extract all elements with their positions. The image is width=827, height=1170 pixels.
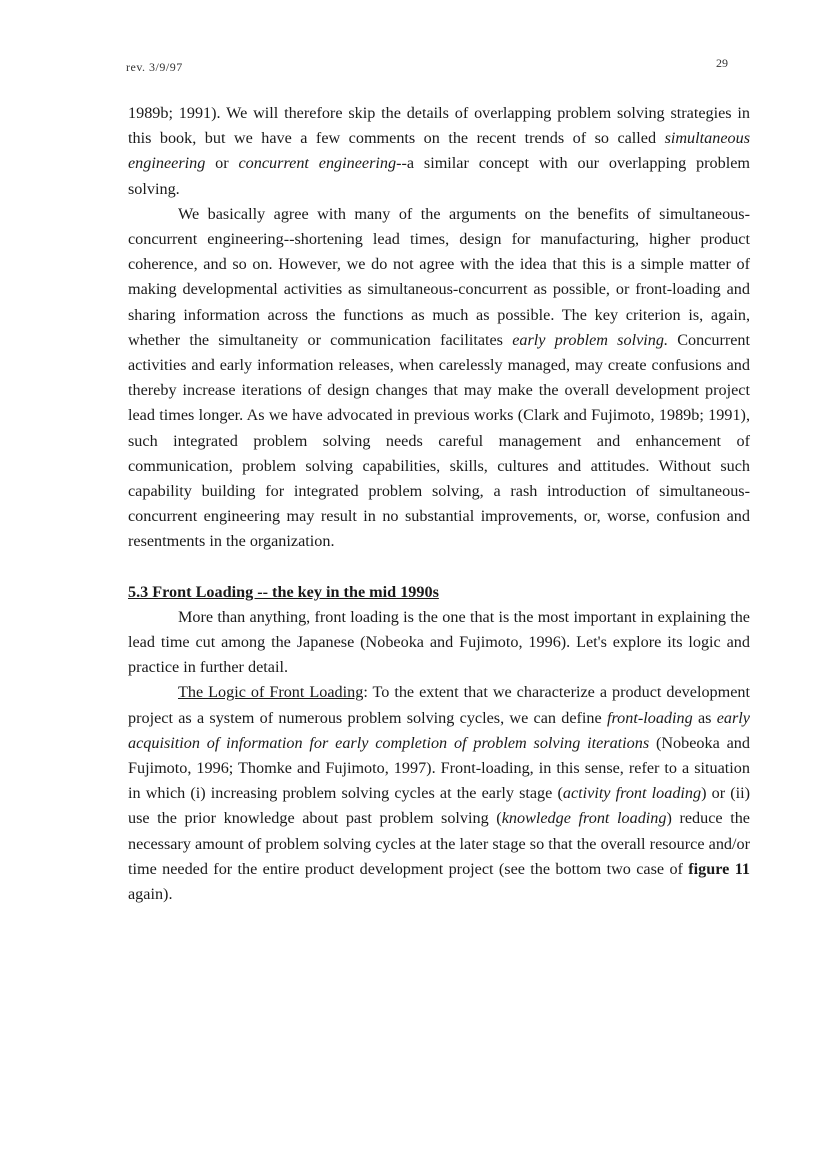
text-run: 1989b; 1991). We will therefore skip the details of overlapping problem solving strategies in this book, but we have a few comments on the recent trends of so called bbox=[128, 104, 750, 148]
text-run: : To the extent that we characterize a product development project as a system of numerous problem solving cycles, we can define bbox=[128, 683, 751, 727]
text-run: ) reduce the necessary amount of problem solving cycles at the later stage so that the overall resource and/or time needed for the entire product development project (see the bottom two case of bbox=[128, 809, 750, 878]
figure-reference: figure 11 bbox=[688, 859, 750, 878]
revision-date: rev. 3/9/97 bbox=[126, 60, 183, 74]
text-run: as bbox=[692, 708, 717, 727]
text-run: ) or (ii) use the prior knowledge about past problem solving ( bbox=[128, 784, 750, 828]
text-run: Concurrent activities and early information releases, when carelessly managed, may create confusions and thereby increase iterations of design changes that may make the overall development project lead times longer. As we have advocated in previous works (Clark and Fujimoto, 1989b; 1991), such integrated problem solving needs careful management and enhancement of communication, problem solving capabilities, skills, cultures and attitudes. Without such capability building for integrated problem solving, a rash introduction of simultaneous-concurrent engineering may result in no substantial improvements, or, worse, confusion and resentments in the organization. bbox=[128, 330, 751, 551]
section-heading: 5.3 Front Loading -- the key in the mid 1990s bbox=[128, 582, 439, 601]
text-run: or bbox=[205, 154, 239, 173]
text-run: We basically agree with many of the arguments on the benefits of simultaneous-concurrent engineering--shortening lead times, design for manufacturing, higher product coherence, and so on. However, we do not agree with the idea that this is a simple matter of making developmental activities as simultaneous-concurrent as possible, or front-loading and sharing information across the functions as much as possible. The key criterion is, again, whether the simultaneity or communication facilitates bbox=[128, 204, 750, 349]
text-run: --a similar concept with our overlapping problem solving. bbox=[128, 154, 751, 198]
emphasis: early acquisition of information for early completion of problem solving iterations bbox=[128, 708, 750, 752]
text-run: (Nobeoka and Fujimoto, 1996; Thomke and Fujimoto, 1997). Front-loading, in this sense, refer to a situation in which (i) increasing problem solving cycles at the early stage ( bbox=[128, 733, 750, 803]
emphasis: simultaneous engineering bbox=[128, 129, 750, 173]
text-run: More than anything, front loading is the one that is the most important in explaining the lead time cut among the Japanese (Nobeoka and Fujimoto, 1996). Let's explore its logic and practice in further detail. bbox=[128, 607, 750, 677]
paragraph-1 bbox=[128, 101, 750, 202]
paragraph-3 bbox=[128, 605, 750, 681]
document-body bbox=[128, 101, 750, 907]
emphasis: knowledge front loading bbox=[501, 809, 667, 828]
page-number: 29 bbox=[716, 56, 728, 70]
text-run: again). bbox=[128, 885, 173, 904]
emphasis: early problem solving. bbox=[512, 330, 668, 349]
paragraph-2 bbox=[128, 202, 750, 555]
emphasis: activity front loading bbox=[562, 784, 702, 803]
subsection-title: The Logic of Front Loading bbox=[178, 683, 364, 702]
emphasis: front-loading bbox=[606, 708, 693, 727]
paragraph-4 bbox=[128, 680, 750, 907]
emphasis: concurrent engineering bbox=[238, 154, 397, 173]
